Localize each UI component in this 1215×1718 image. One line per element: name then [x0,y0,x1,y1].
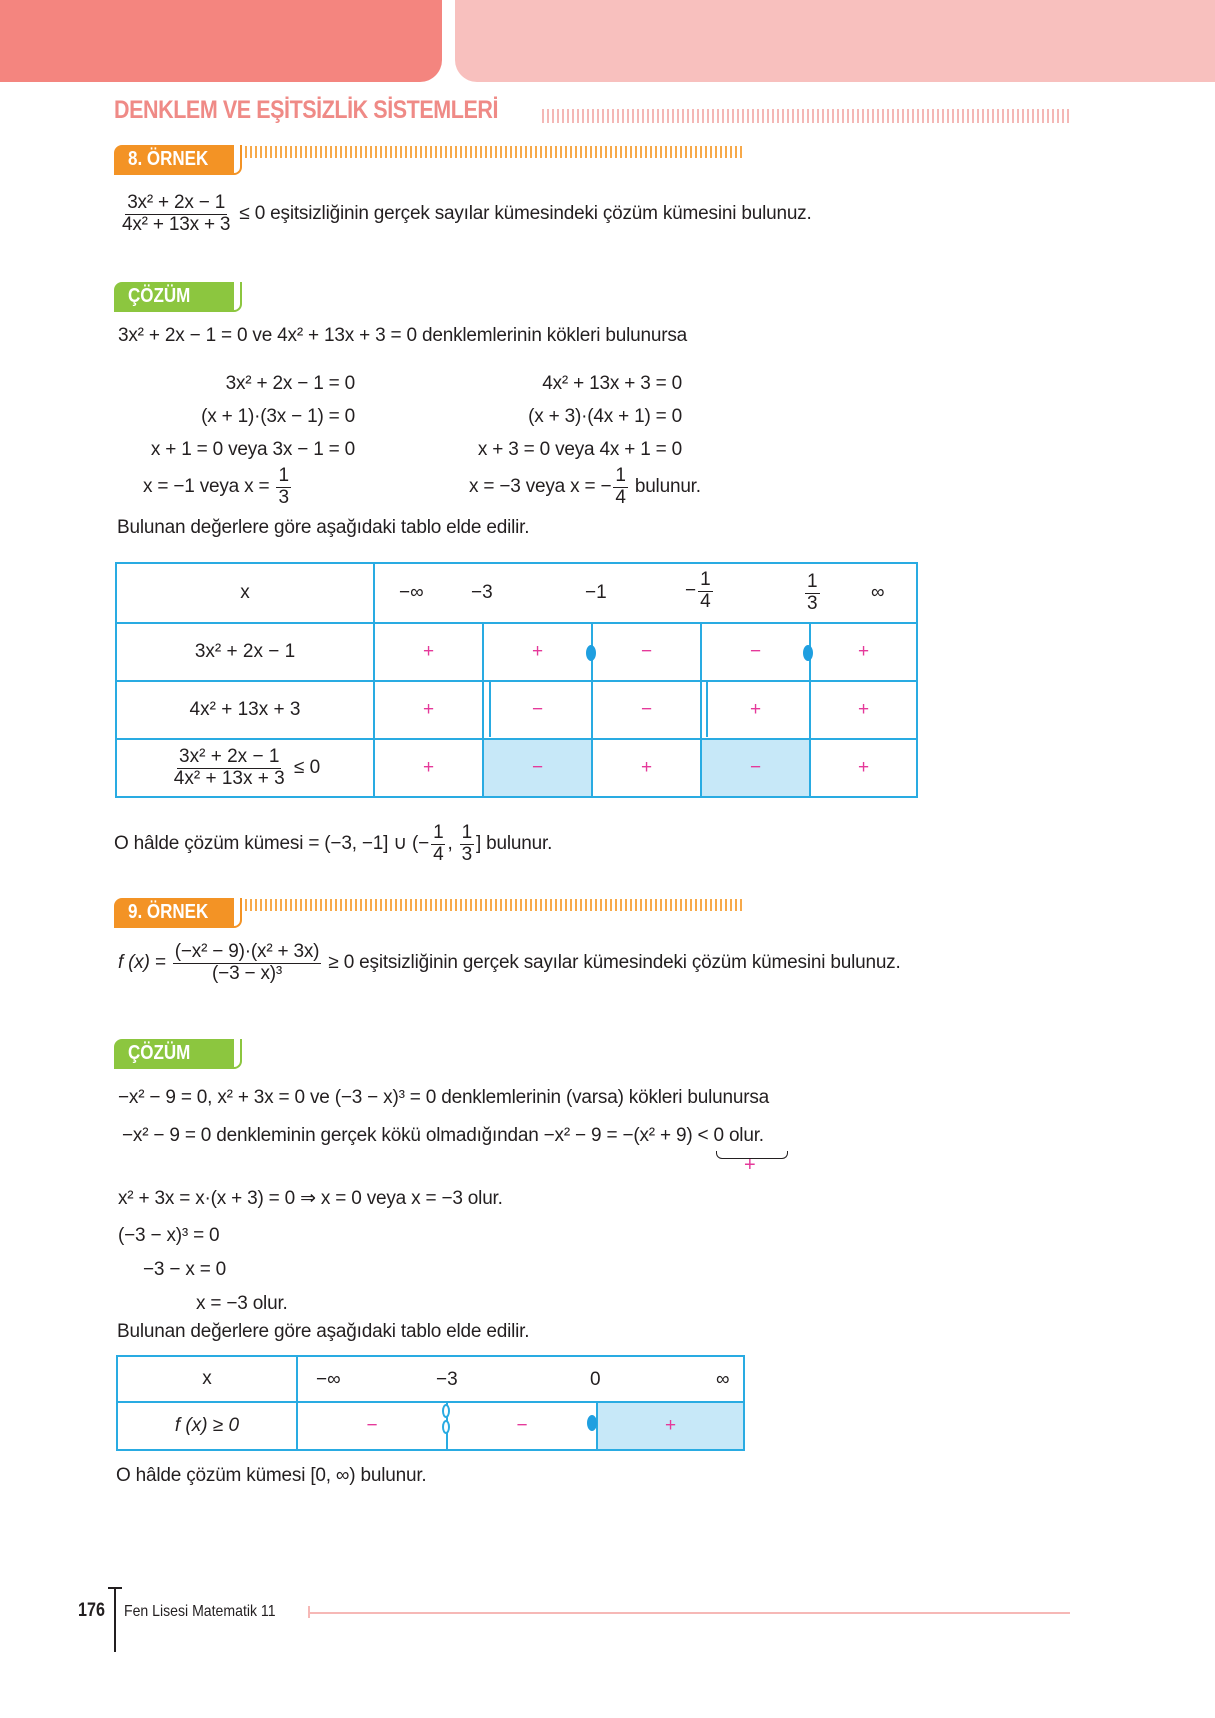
example-8-question: $\frac{\text{3x² + 2x − 1}}{\text{4x² + 13x + 3}}$ ≤ 0 eşitsizliğinin gerçek sayılar kümesindeki çözüm kümesini bulunuz. [122,192,812,235]
example-8-conclusion: O hâlde çözüm kümesi = (−3, −1] ∪ (− $\frac{1}{4}$ , $\frac{1}{3}$ ] bulunur. [114,822,553,865]
table-header-points: −∞ −3 −1 − $\frac{1}{4}$ $\frac{1}{3}$ ∞ [374,563,917,623]
footer-divider [114,1587,116,1652]
brace-sign: + [744,1154,756,1176]
sign-table-2 [116,1355,745,1451]
table-header-points: −∞ −3 0 ∞ [297,1356,744,1402]
left-step-4: x = −1 veya x = $\frac{1}{3}$ [143,465,289,508]
table-header-x: x [116,563,374,623]
example-9-line-3: x² + 3x = x·(x + 3) = 0 ⇒ x = 0 veya x = −3 olur. [118,1188,503,1209]
example-9-line-7: Bulunan değerlere göre aşağıdaki tablo elde edilir. [117,1321,530,1342]
right-step-1: 4x² + 13x + 3 = 0 [542,373,682,394]
example-8-badge: 8. ÖRNEK [114,145,234,175]
example-9-line-4: (−3 − x)³ = 0 [118,1225,220,1246]
sign-table-1 [115,562,918,798]
book-title: Fen Lisesi Matematik 11 [124,1603,276,1620]
open-dot-marker [442,1420,450,1434]
example-9-line-1: −x² − 9 = 0, x² + 3x = 0 ve (−3 − x)³ = 0 denklemlerinin (varsa) kökleri bulunursa [118,1087,770,1108]
closed-dot-marker [587,1415,597,1431]
table-row: 3x² + 2x − 1 + + − − + [116,623,917,681]
table-row: f (x) ≥ 0 − − + [117,1402,744,1450]
left-step-3: x + 1 = 0 veya 3x − 1 = 0 [150,439,355,460]
chapter-title: DENKLEM VE EŞİTSİZLİK SİSTEMLERİ [114,96,499,124]
footer-rule [310,1612,1070,1614]
title-tick-rule [542,109,1072,123]
open-dot-marker [442,1404,450,1418]
left-step-2: (x + 1)·(3x − 1) = 0 [201,406,355,427]
page-number: 176 [78,1600,105,1621]
example-8-intro: 3x² + 2x − 1 = 0 ve 4x² + 13x + 3 = 0 denklemlerinin kökleri bulunursa [118,325,687,346]
table-row: 4x² + 13x + 3 + − − + + [116,681,917,739]
example-9-badge: 9. ÖRNEK [114,898,234,928]
example-8-table-intro: Bulunan değerlere göre aşağıdaki tablo elde edilir. [117,517,530,538]
closed-dot-marker [803,645,813,661]
example-8-tick-rule [245,146,745,158]
example-9-question: f (x) = $\frac{\text{(−x² − 9)·(x² + 3x)}}{\text{(−3 − x)³}}$ ≥ 0 eşitsizliğinin gerçek sayılar kümesindeki çözüm kümesini bulunuz. [118,941,901,984]
right-step-3: x + 3 = 0 veya 4x + 1 = 0 [477,439,682,460]
example-9-line-5: −3 − x = 0 [143,1259,227,1280]
example-9-line-2: −x² − 9 = 0 denkleminin gerçek kökü olmadığından −x² − 9 = −(x² + 9) < 0 olur. [122,1125,764,1146]
header-band-left [0,0,442,82]
example-9-conclusion: O hâlde çözüm kümesi [0, ∞) bulunur. [116,1465,427,1486]
header-band-right [455,0,1215,82]
right-step-2: (x + 3)·(4x + 1) = 0 [528,406,682,427]
double-line-marker [706,681,708,737]
closed-dot-marker [586,645,596,661]
example-9-line-6: x = −3 olur. [196,1293,288,1314]
table-row: $\frac{\text{3x² + 2x − 1}}{\text{4x² + 13x + 3}}$ ≤ 0 + − + − + [116,739,917,797]
example-8-solution-badge: ÇÖZÜM [114,282,234,312]
left-step-1: 3x² + 2x − 1 = 0 [225,373,355,394]
example-9-solution-badge: ÇÖZÜM [114,1039,234,1069]
table-header-x: x [117,1356,297,1402]
example-9-tick-rule [245,899,745,911]
right-step-4: x = −3 veya x = − $\frac{1}{4}$ bulunur. [469,465,701,508]
double-line-marker [489,681,491,737]
